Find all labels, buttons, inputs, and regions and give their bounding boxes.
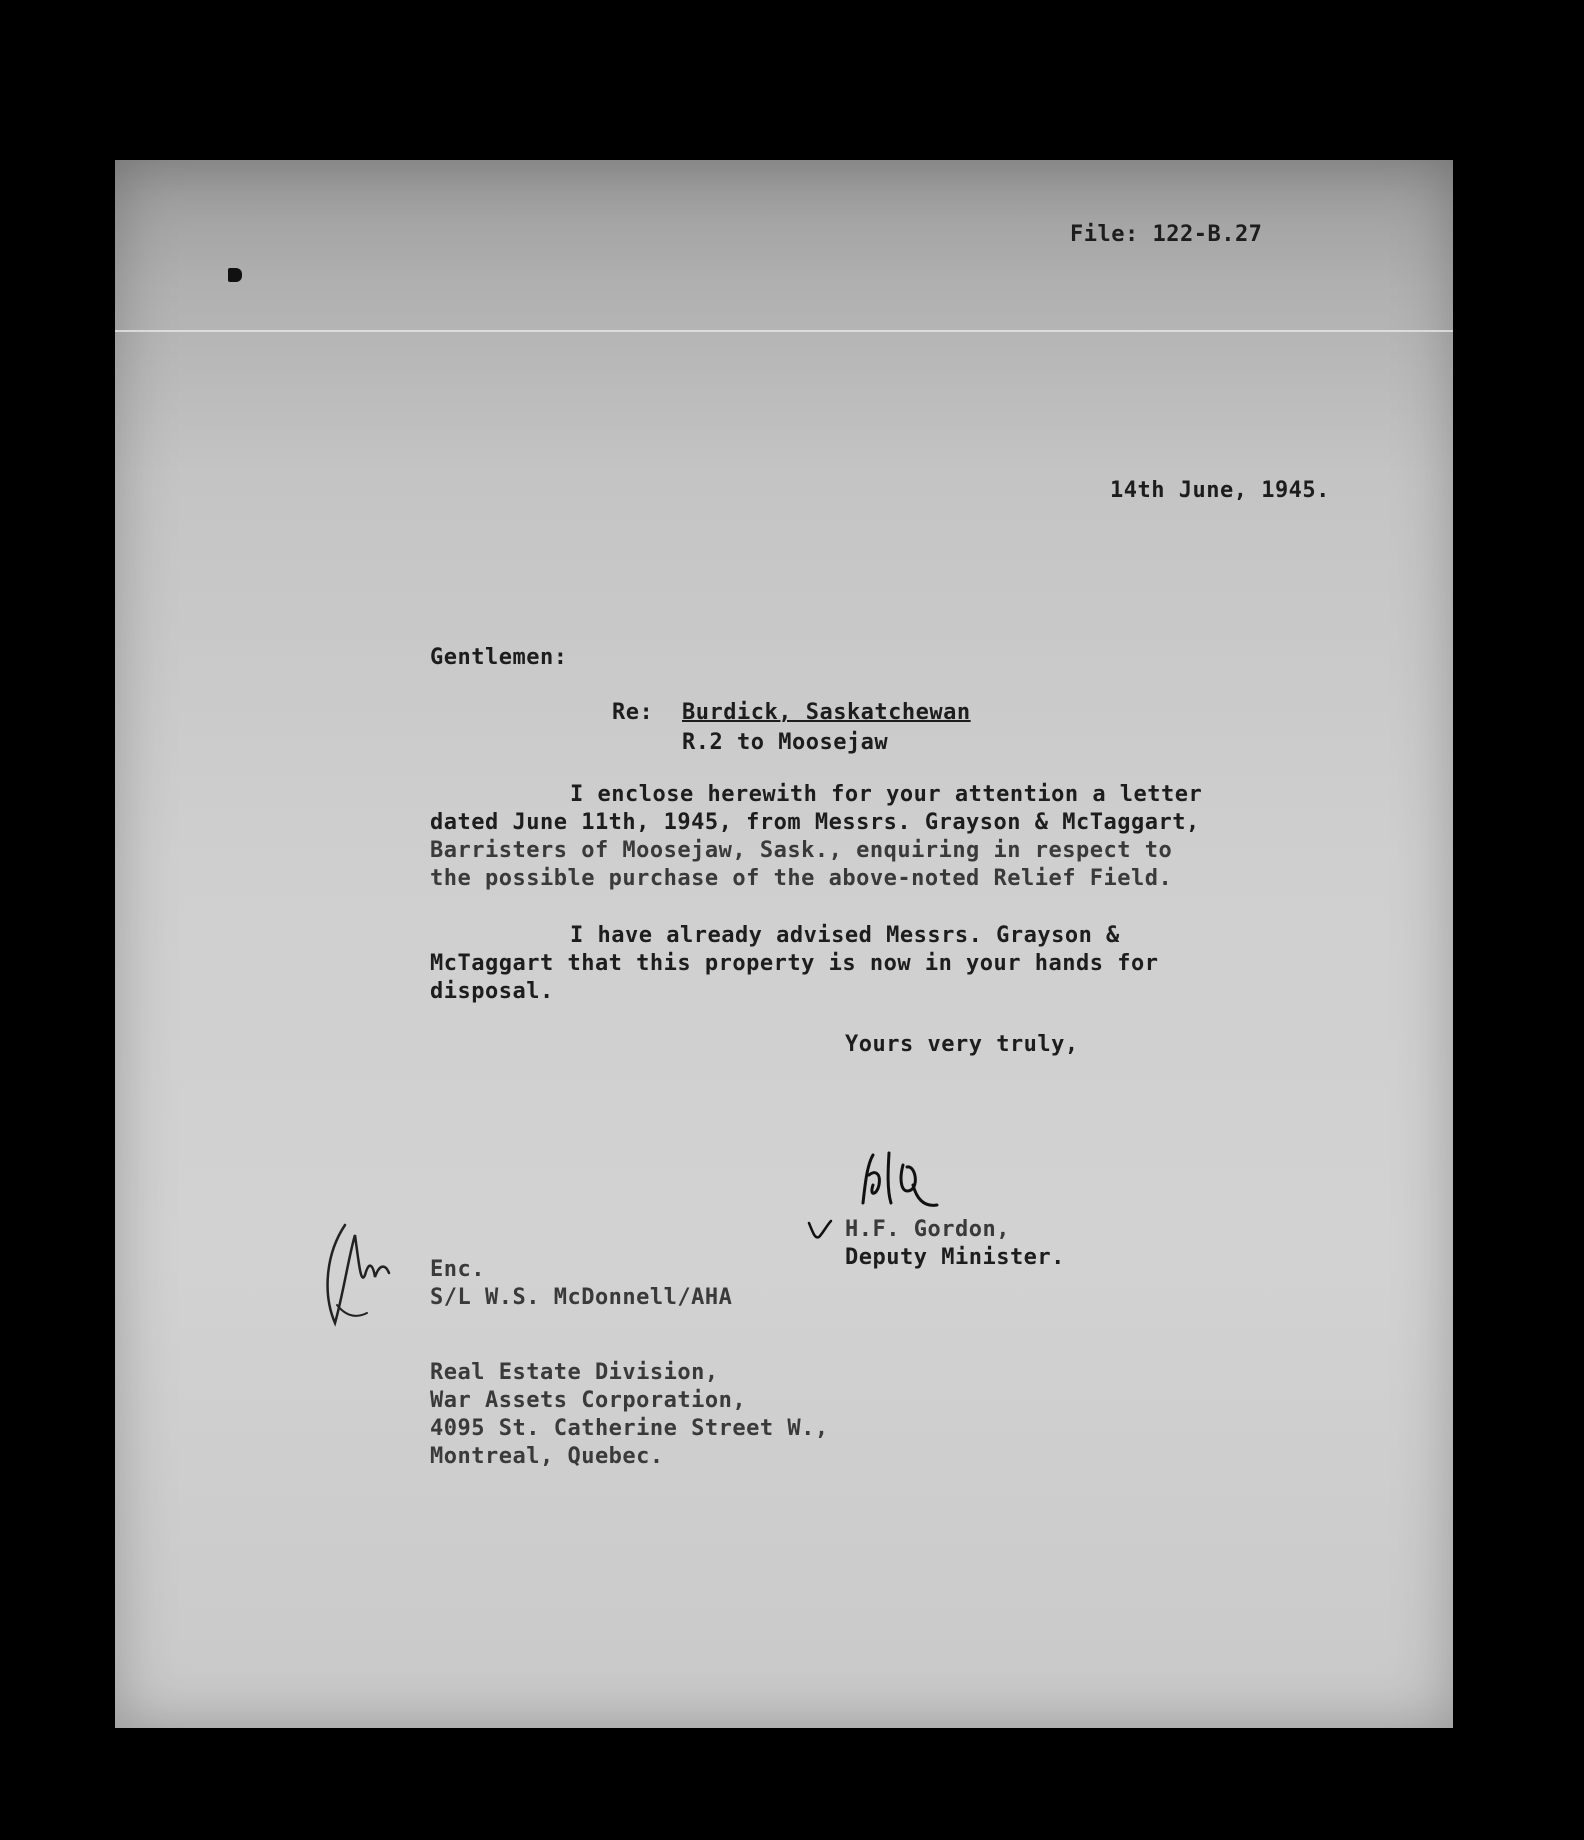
letter-page — [115, 160, 1453, 1728]
enclosure-note: Enc. — [430, 1257, 485, 1282]
signatory-title: Deputy Minister. — [845, 1245, 1065, 1270]
copy-note: S/L W.S. McDonnell/AHA — [430, 1285, 733, 1310]
re-subject: Burdick, Saskatchewan — [682, 700, 971, 725]
paragraph1-line4: the possible purchase of the above-noted Relief Field. — [430, 866, 1173, 891]
paragraph2-line2: McTaggart that this property is now in your hands for — [430, 951, 1159, 976]
fold-line — [115, 330, 1453, 332]
address-line3: 4095 St. Catherine Street W., — [430, 1416, 829, 1441]
paragraph1-line2: dated June 11th, 1945, from Messrs. Grayson & McTaggart, — [430, 810, 1200, 835]
paragraph1-line1: I enclose herewith for your attention a letter — [570, 782, 1203, 807]
address-line4: Montreal, Quebec. — [430, 1444, 664, 1469]
address-line1: Real Estate Division, — [430, 1360, 719, 1385]
address-line2: War Assets Corporation, — [430, 1388, 747, 1413]
signature-gordon — [855, 1145, 975, 1215]
re-label: Re: — [612, 700, 654, 725]
paragraph2-line3: disposal. — [430, 979, 554, 1004]
signatory-name: H.F. Gordon, — [845, 1217, 1010, 1242]
signature-initials-left — [315, 1215, 425, 1335]
paragraph2-line1: I have already advised Messrs. Grayson & — [570, 923, 1120, 948]
re-subject-line2: R.2 to Moosejaw — [682, 730, 889, 755]
initial-check-mark — [805, 1215, 835, 1245]
punch-mark — [228, 268, 242, 282]
salutation: Gentlemen: — [430, 645, 568, 670]
paragraph1-line3: Barristers of Moosejaw, Sask., enquiring in respect to — [430, 838, 1173, 863]
file-reference: File: 122-B.27 — [1070, 222, 1263, 247]
closing: Yours very truly, — [845, 1032, 1079, 1057]
letter-date: 14th June, 1945. — [1110, 478, 1330, 503]
